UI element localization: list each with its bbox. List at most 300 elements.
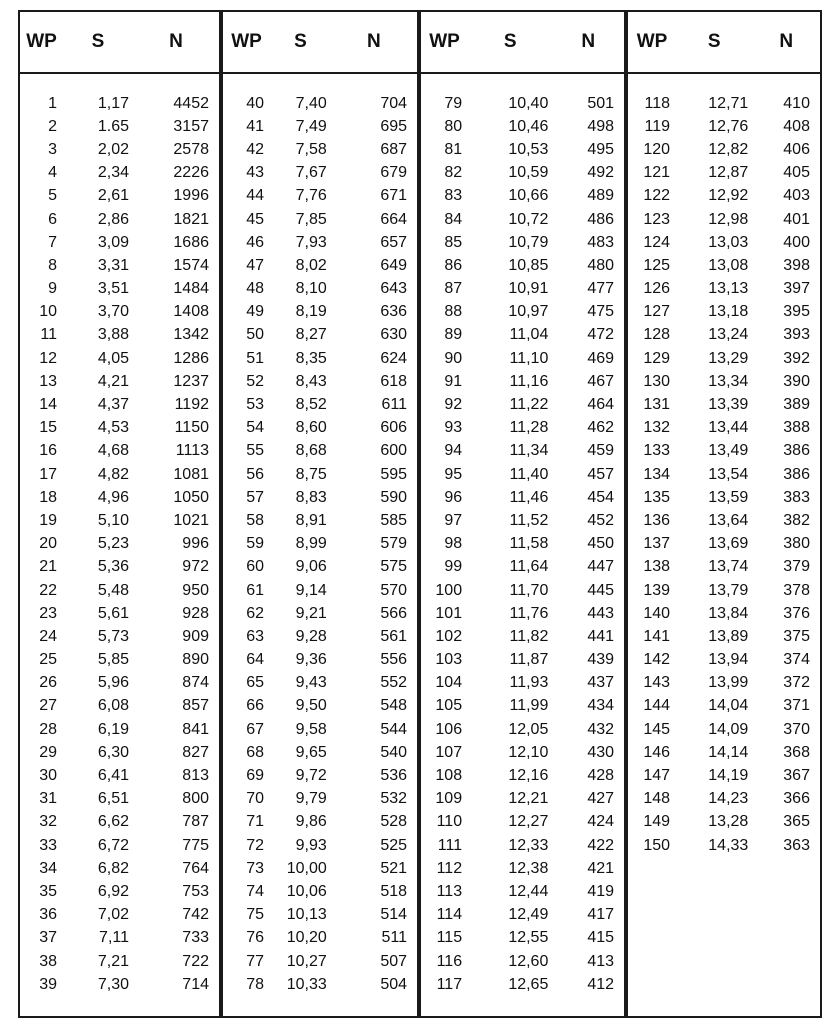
cell-n: 1021 (173, 511, 209, 529)
cell-n: 540 (380, 743, 408, 761)
cell-wp: 127 (643, 303, 671, 321)
cell-wp: 136 (643, 511, 671, 529)
cell-n: 679 (380, 164, 408, 182)
cell-wp: 81 (444, 140, 463, 158)
cell-s: 9,58 (295, 720, 327, 738)
cell-n: 511 (381, 929, 408, 947)
cell-wp: 53 (246, 396, 265, 414)
cell-s: 4,96 (97, 488, 129, 506)
cell-s: 2,61 (97, 187, 129, 205)
cell-wp: 124 (643, 233, 671, 251)
cell-s: 13,18 (708, 303, 749, 321)
cell-s: 12,98 (708, 210, 749, 228)
cell-wp: 58 (246, 511, 265, 529)
table-row (20, 834, 219, 857)
cell-n: 410 (783, 94, 810, 112)
cell-s: 7,58 (295, 140, 327, 158)
cell-wp: 96 (444, 488, 463, 506)
cell-wp: 147 (643, 767, 671, 785)
cell-wp: 73 (246, 859, 265, 877)
table-row (628, 208, 820, 231)
cell-n: 421 (587, 859, 615, 877)
table-row (421, 880, 624, 903)
cell-n: 495 (587, 140, 615, 158)
table-row (421, 672, 624, 695)
cell-s: 9,14 (295, 581, 327, 599)
cell-n: 1408 (173, 303, 209, 321)
cell-s: 6,92 (97, 882, 129, 900)
cell-wp: 39 (39, 975, 57, 993)
cell-wp: 48 (246, 280, 265, 298)
cell-n: 434 (587, 697, 615, 715)
table-row (223, 672, 417, 695)
table-row (20, 185, 219, 208)
table-row (223, 834, 417, 857)
cell-s: 8,91 (295, 511, 327, 529)
cell-wp: 110 (436, 813, 463, 831)
cell-s: 4,21 (97, 372, 129, 390)
table-row (223, 254, 417, 277)
table-row (223, 370, 417, 393)
cell-wp: 146 (643, 743, 671, 761)
cell-s: 7,21 (97, 952, 129, 970)
cell-n: 764 (182, 859, 209, 877)
cell-n: 722 (182, 952, 209, 970)
data-table (18, 10, 822, 1018)
cell-s: 2,86 (97, 210, 129, 228)
cell-s: 12,65 (508, 975, 549, 993)
table-row (20, 417, 219, 440)
cell-s: 10,85 (508, 256, 549, 274)
cell-s: 8,02 (295, 256, 327, 274)
table-row (628, 301, 820, 324)
cell-wp: 90 (444, 349, 463, 367)
cell-wp: 128 (643, 326, 671, 344)
table-row (628, 509, 820, 532)
table-row (421, 278, 624, 301)
cell-wp: 54 (246, 419, 265, 437)
cell-n: 459 (587, 442, 615, 460)
cell-wp: 85 (444, 233, 463, 251)
cell-s: 13,28 (708, 813, 749, 831)
cell-s: 12,49 (508, 906, 549, 924)
cell-n: 874 (182, 674, 209, 692)
table-row (20, 811, 219, 834)
cell-s: 7,40 (295, 94, 327, 112)
cell-s: 11,58 (509, 535, 549, 553)
table-row (20, 672, 219, 695)
cell-wp: 150 (643, 836, 671, 854)
table-row (628, 764, 820, 787)
cell-s: 11,76 (509, 604, 549, 622)
cell-n: 813 (182, 767, 209, 785)
cell-s: 11,99 (509, 697, 549, 715)
cell-n: 389 (783, 396, 810, 414)
cell-s: 8,43 (295, 372, 327, 390)
cell-s: 11,46 (509, 488, 549, 506)
cell-s: 12,71 (708, 94, 749, 112)
cell-n: 687 (380, 140, 408, 158)
header-n: N (779, 31, 794, 52)
cell-n: 412 (587, 975, 615, 993)
cell-s: 13,39 (708, 396, 749, 414)
table-row (421, 254, 624, 277)
cell-wp: 45 (246, 210, 265, 228)
cell-s: 7,49 (295, 117, 327, 135)
cell-wp: 52 (246, 372, 265, 390)
cell-n: 556 (380, 651, 408, 669)
cell-wp: 66 (246, 697, 265, 715)
cell-n: 383 (783, 488, 810, 506)
cell-wp: 67 (246, 720, 265, 738)
column-header-row (223, 12, 417, 74)
cell-wp: 40 (246, 94, 265, 112)
cell-s: 10,91 (508, 280, 549, 298)
cell-wp: 72 (246, 836, 265, 854)
cell-wp: 140 (643, 604, 671, 622)
table-row (20, 324, 219, 347)
table-row (20, 533, 219, 556)
cell-wp: 46 (246, 233, 265, 251)
table-row (223, 185, 417, 208)
cell-n: 374 (783, 651, 810, 669)
table-block-1 (20, 12, 219, 1016)
cell-n: 371 (783, 697, 810, 715)
cell-wp: 57 (246, 488, 265, 506)
cell-s: 13,84 (708, 604, 749, 622)
cell-s: 8,68 (295, 442, 327, 460)
table-row (421, 602, 624, 625)
cell-s: 10,20 (286, 929, 327, 947)
cell-wp: 27 (39, 697, 57, 715)
cell-s: 1.65 (97, 117, 129, 135)
cell-n: 400 (783, 233, 810, 251)
cell-n: 1286 (173, 349, 209, 367)
cell-n: 386 (783, 465, 810, 483)
cell-wp: 75 (246, 906, 265, 924)
cell-n: 467 (587, 372, 615, 390)
cell-s: 11,04 (509, 326, 549, 344)
cell-wp: 129 (643, 349, 671, 367)
cell-wp: 62 (246, 604, 265, 622)
cell-s: 9,28 (295, 627, 327, 645)
cell-n: 733 (182, 929, 209, 947)
cell-s: 13,89 (708, 627, 749, 645)
cell-s: 6,19 (97, 720, 129, 738)
cell-s: 12,33 (508, 836, 549, 854)
cell-s: 9,79 (295, 790, 327, 808)
table-row (628, 162, 820, 185)
table-row (20, 950, 219, 973)
cell-wp: 125 (643, 256, 671, 274)
cell-s: 7,76 (295, 187, 327, 205)
cell-s: 1,17 (97, 94, 129, 112)
cell-s: 10,40 (508, 94, 549, 112)
cell-n: 424 (587, 813, 615, 831)
cell-n: 649 (380, 256, 408, 274)
cell-s: 5,96 (97, 674, 129, 692)
table-row (628, 834, 820, 857)
table-row (20, 927, 219, 950)
cell-wp: 142 (643, 651, 671, 669)
table-block-4 (624, 12, 820, 1016)
table-row (223, 324, 417, 347)
cell-wp: 80 (444, 117, 463, 135)
cell-s: 14,04 (708, 697, 749, 715)
cell-wp: 78 (246, 975, 265, 993)
table-row (223, 231, 417, 254)
cell-wp: 89 (444, 326, 463, 344)
cell-wp: 91 (444, 372, 463, 390)
table-row (20, 556, 219, 579)
table-row (223, 92, 417, 115)
cell-s: 12,82 (708, 140, 749, 158)
cell-n: 365 (783, 813, 810, 831)
table-row (223, 927, 417, 950)
cell-n: 403 (783, 187, 810, 205)
cell-n: 464 (587, 396, 615, 414)
cell-n: 704 (380, 94, 408, 112)
cell-s: 9,72 (295, 767, 327, 785)
cell-s: 13,99 (708, 674, 749, 692)
cell-wp: 144 (643, 697, 671, 715)
table-row (421, 115, 624, 138)
table-row (223, 556, 417, 579)
cell-wp: 108 (435, 767, 463, 785)
table-row (421, 463, 624, 486)
cell-n: 1574 (173, 256, 209, 274)
cell-wp: 71 (246, 813, 265, 831)
cell-n: 1484 (173, 280, 209, 298)
cell-n: 544 (380, 720, 408, 738)
table-row (421, 950, 624, 973)
cell-s: 7,11 (99, 929, 129, 947)
cell-s: 6,41 (97, 767, 129, 785)
table-row (20, 92, 219, 115)
cell-n: 1686 (173, 233, 209, 251)
cell-wp: 97 (444, 511, 463, 529)
cell-wp: 106 (435, 720, 463, 738)
table-row (223, 509, 417, 532)
cell-s: 8,27 (295, 326, 327, 344)
table-row (20, 509, 219, 532)
cell-n: 595 (380, 465, 408, 483)
cell-n: 636 (380, 303, 408, 321)
cell-s: 7,30 (97, 975, 129, 993)
cell-wp: 5 (48, 187, 57, 205)
cell-wp: 18 (39, 488, 57, 506)
cell-n: 566 (380, 604, 408, 622)
cell-s: 11,22 (509, 396, 549, 414)
cell-wp: 135 (643, 488, 671, 506)
cell-s: 6,30 (97, 743, 129, 761)
table-row (421, 625, 624, 648)
cell-s: 7,85 (295, 210, 327, 228)
cell-wp: 28 (39, 720, 57, 738)
table-row (223, 579, 417, 602)
cell-n: 504 (380, 975, 408, 993)
cell-s: 6,72 (97, 836, 129, 854)
cell-wp: 42 (246, 140, 265, 158)
cell-s: 8,99 (295, 535, 327, 553)
cell-n: 397 (783, 280, 810, 298)
cell-wp: 15 (39, 419, 57, 437)
table-row (223, 115, 417, 138)
cell-s: 5,48 (97, 581, 129, 599)
table-row (20, 278, 219, 301)
cell-n: 427 (587, 790, 615, 808)
cell-s: 11,10 (509, 349, 549, 367)
table-row (628, 347, 820, 370)
cell-wp: 70 (246, 790, 265, 808)
cell-n: 2578 (173, 140, 209, 158)
table-row (223, 486, 417, 509)
cell-n: 996 (182, 535, 209, 553)
cell-wp: 31 (39, 790, 57, 808)
table-row (421, 417, 624, 440)
cell-wp: 131 (643, 396, 671, 414)
cell-wp: 113 (436, 882, 463, 900)
table-row (628, 579, 820, 602)
cell-s: 13,64 (708, 511, 749, 529)
cell-n: 457 (587, 465, 615, 483)
cell-wp: 12 (39, 349, 57, 367)
cell-s: 3,09 (97, 233, 129, 251)
cell-s: 13,59 (708, 488, 749, 506)
table-row (20, 208, 219, 231)
table-row (421, 579, 624, 602)
table-row (628, 695, 820, 718)
cell-s: 4,82 (97, 465, 129, 483)
cell-s: 9,65 (295, 743, 327, 761)
cell-wp: 29 (39, 743, 57, 761)
cell-n: 618 (380, 372, 408, 390)
cell-s: 13,54 (708, 465, 749, 483)
cell-s: 13,79 (708, 581, 749, 599)
cell-s: 12,10 (508, 743, 549, 761)
cell-wp: 145 (643, 720, 671, 738)
cell-n: 395 (783, 303, 810, 321)
header-n: N (581, 31, 596, 52)
table-row (223, 301, 417, 324)
cell-n: 439 (587, 651, 615, 669)
table-row (628, 788, 820, 811)
cell-s: 10,27 (286, 952, 327, 970)
cell-n: 532 (380, 790, 408, 808)
cell-wp: 8 (48, 256, 57, 274)
table-row (20, 788, 219, 811)
column-header-row (20, 12, 219, 74)
table-row (421, 138, 624, 161)
cell-n: 753 (182, 882, 209, 900)
table-row (223, 764, 417, 787)
cell-wp: 19 (39, 511, 57, 529)
cell-n: 1150 (174, 419, 209, 437)
table-row (628, 231, 820, 254)
cell-s: 4,37 (97, 396, 129, 414)
cell-n: 1081 (173, 465, 209, 483)
cell-n: 775 (182, 836, 209, 854)
table-row (628, 625, 820, 648)
cell-n: 890 (182, 651, 209, 669)
cell-wp: 107 (435, 743, 463, 761)
cell-n: 3157 (173, 117, 209, 135)
cell-wp: 115 (436, 929, 463, 947)
cell-wp: 82 (444, 164, 463, 182)
table-row (421, 533, 624, 556)
cell-s: 13,03 (708, 233, 749, 251)
cell-n: 643 (380, 280, 408, 298)
cell-n: 2226 (173, 164, 209, 182)
table-row (20, 393, 219, 416)
cell-wp: 47 (246, 256, 265, 274)
cell-n: 462 (587, 419, 615, 437)
cell-wp: 10 (39, 303, 57, 321)
header-n: N (367, 31, 381, 52)
table-row (20, 115, 219, 138)
cell-s: 14,14 (708, 743, 749, 761)
cell-s: 10,66 (508, 187, 549, 205)
table-row (223, 393, 417, 416)
cell-s: 12,60 (508, 952, 549, 970)
cell-n: 827 (182, 743, 209, 761)
table-row (20, 649, 219, 672)
cell-s: 12,27 (508, 813, 549, 831)
cell-n: 561 (380, 627, 408, 645)
cell-n: 445 (587, 581, 615, 599)
cell-wp: 148 (643, 790, 671, 808)
cell-wp: 143 (643, 674, 671, 692)
table-row (223, 857, 417, 880)
table-row (421, 834, 624, 857)
cell-s: 6,82 (97, 859, 129, 877)
cell-n: 575 (380, 558, 408, 576)
cell-wp: 120 (643, 140, 671, 158)
cell-n: 437 (587, 674, 615, 692)
table-row (628, 324, 820, 347)
cell-wp: 69 (246, 767, 265, 785)
cell-n: 367 (783, 767, 810, 785)
cell-s: 5,85 (97, 651, 129, 669)
table-row (20, 904, 219, 927)
table-row (20, 347, 219, 370)
cell-s: 9,43 (295, 674, 327, 692)
cell-wp: 23 (39, 604, 57, 622)
cell-wp: 30 (39, 767, 57, 785)
cell-s: 10,46 (508, 117, 549, 135)
cell-n: 441 (587, 627, 615, 645)
cell-s: 7,67 (295, 164, 327, 182)
cell-n: 1113 (175, 442, 209, 460)
header-s: S (91, 31, 105, 52)
table-row (223, 208, 417, 231)
cell-wp: 83 (444, 187, 463, 205)
cell-wp: 133 (643, 442, 671, 460)
cell-n: 375 (783, 627, 810, 645)
table-row (628, 115, 820, 138)
cell-n: 714 (182, 975, 209, 993)
cell-s: 2,34 (97, 164, 129, 182)
cell-n: 379 (783, 558, 810, 576)
cell-wp: 36 (39, 906, 57, 924)
cell-n: 469 (587, 349, 615, 367)
table-row (421, 927, 624, 950)
cell-s: 7,02 (97, 906, 129, 924)
cell-wp: 37 (39, 929, 57, 947)
cell-wp: 14 (39, 396, 57, 414)
cell-n: 528 (380, 813, 408, 831)
cell-wp: 114 (436, 906, 463, 924)
